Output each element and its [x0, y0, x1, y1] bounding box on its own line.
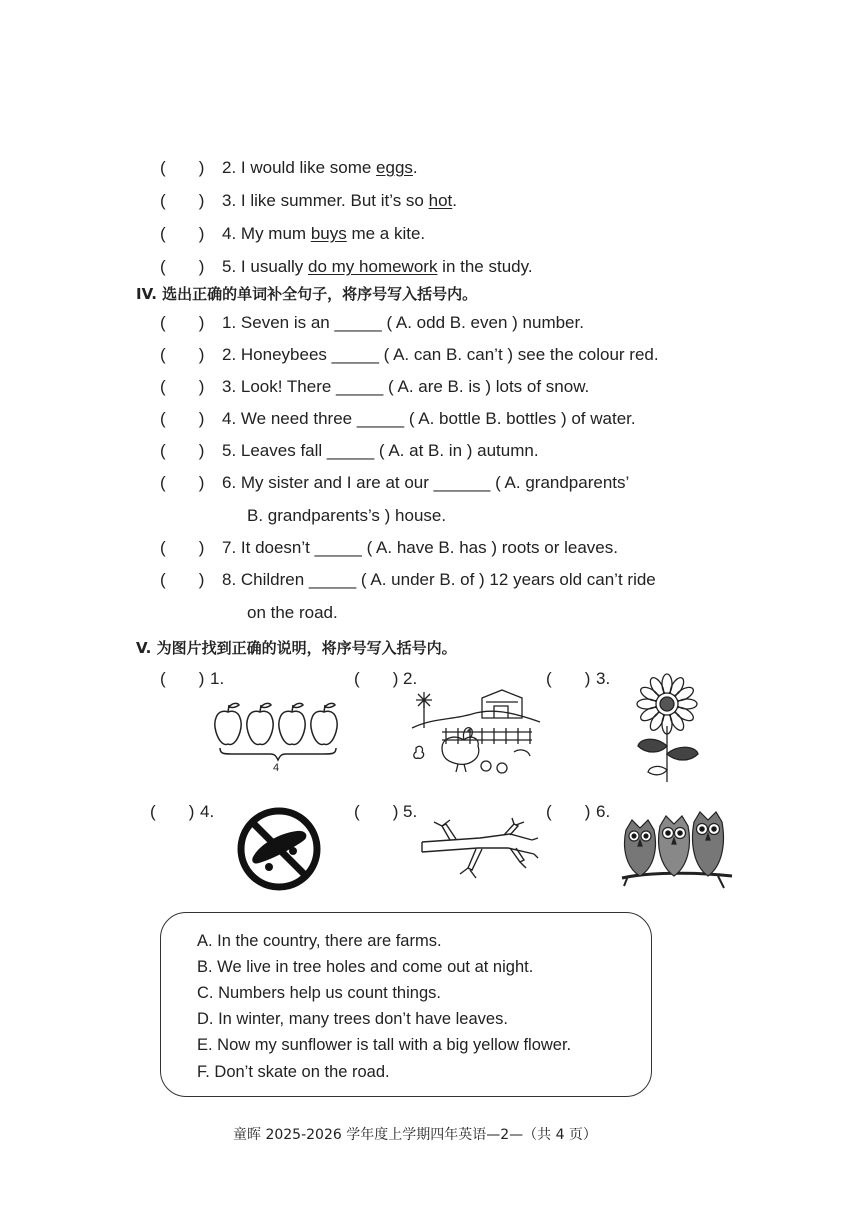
- question-item: 4. We need three _____ ( A. bottle B. bottles ) of water.: [222, 409, 636, 428]
- question-item: 5. I usually do my homework in the study.: [222, 257, 533, 276]
- option-e: E. Now my sunflower is tall with a big yellow flower.: [197, 1036, 572, 1054]
- answer-bracket[interactable]: ( ): [160, 224, 205, 243]
- farm-scene-icon: [412, 688, 540, 776]
- option-d: D. In winter, many trees don’t have leaves.: [197, 1010, 508, 1028]
- answer-bracket[interactable]: ( ): [546, 802, 591, 821]
- question-item: 2. I would like some eggs.: [222, 158, 418, 177]
- picture-number: 4.: [200, 802, 215, 821]
- picture-number: 1.: [210, 669, 225, 688]
- question-item: 3. Look! There _____ ( A. are B. is ) lots of snow.: [222, 377, 590, 396]
- question-item: 2. Honeybees _____ ( A. can B. can’t ) see the colour red.: [222, 345, 659, 364]
- answer-bracket[interactable]: ( ): [160, 441, 205, 460]
- sunflower-icon: [634, 674, 702, 784]
- question-item-continued: B. grandparents’s ) house.: [247, 506, 447, 525]
- answer-bracket[interactable]: ( ): [354, 802, 399, 821]
- answer-bracket[interactable]: ( ): [160, 538, 205, 557]
- option-a: A. In the country, there are farms.: [197, 932, 442, 950]
- question-item: 8. Children _____ ( A. under B. of ) 12 years old can’t ride: [222, 570, 656, 589]
- answer-bracket[interactable]: ( ): [546, 669, 591, 688]
- answer-bracket[interactable]: ( ): [160, 257, 205, 276]
- answer-bracket[interactable]: ( ): [160, 409, 205, 428]
- question-item: 7. It doesn’t _____ ( A. have B. has ) roots or leaves.: [222, 538, 618, 557]
- answer-bracket[interactable]: ( ): [160, 669, 205, 688]
- section-heading: V. 为图片找到正确的说明，将序号写入括号内。: [136, 639, 457, 657]
- option-b: B. We live in tree holes and come out at night.: [197, 958, 534, 976]
- page-footer: 童晖 2025-2026 学年度上学期四年英语—2—（共 4 页）: [233, 1127, 597, 1143]
- answer-bracket[interactable]: ( ): [160, 473, 205, 492]
- answer-bracket[interactable]: ( ): [160, 377, 205, 396]
- question-item: 3. I like summer. But it’s so hot.: [222, 191, 457, 210]
- section-heading: IV. 选出正确的单词补全句子，将序号写入括号内。: [136, 285, 478, 303]
- answer-bracket[interactable]: ( ): [160, 570, 205, 589]
- apples-count-icon: [212, 700, 344, 775]
- question-item: 1. Seven is an _____ ( A. odd B. even ) number.: [222, 313, 584, 332]
- no-skateboard-icon: [235, 805, 323, 893]
- picture-number: 5.: [403, 802, 418, 821]
- answer-bracket[interactable]: ( ): [160, 313, 205, 332]
- answer-bracket[interactable]: ( ): [354, 669, 399, 688]
- answer-bracket[interactable]: ( ): [160, 191, 205, 210]
- option-c: C. Numbers help us count things.: [197, 984, 441, 1002]
- question-item: 6. My sister and I are at our ______ ( A. grandparents’: [222, 473, 630, 492]
- picture-number: 2.: [403, 669, 418, 688]
- picture-number: 6.: [596, 802, 611, 821]
- question-item-continued: on the road.: [247, 603, 338, 622]
- apple-count-label: 4: [273, 762, 280, 774]
- option-f: F. Don’t skate on the road.: [197, 1063, 390, 1081]
- owls-icon: [618, 808, 734, 892]
- answer-bracket[interactable]: ( ): [150, 802, 195, 821]
- question-item: 4. My mum buys me a kite.: [222, 224, 426, 243]
- picture-number: 3.: [596, 669, 611, 688]
- answer-bracket[interactable]: ( ): [160, 158, 205, 177]
- question-item: 5. Leaves fall _____ ( A. at B. in ) autumn.: [222, 441, 539, 460]
- bare-branch-icon: [420, 818, 540, 880]
- answer-bracket[interactable]: ( ): [160, 345, 205, 364]
